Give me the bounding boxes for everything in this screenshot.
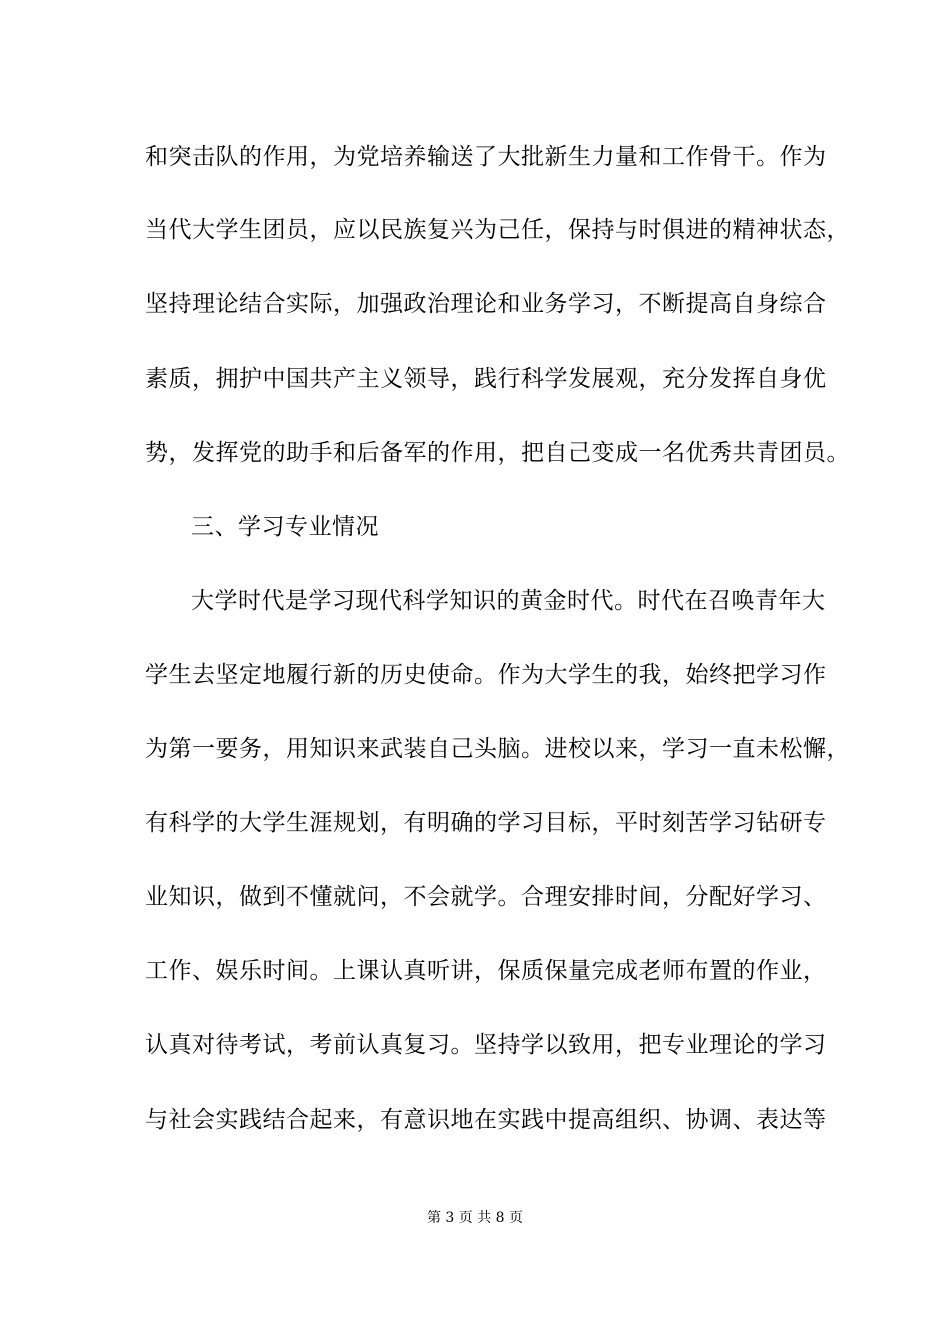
paragraph-line: 认真对待考试，考前认真复习。坚持学以致用，把专业理论的学习	[145, 1032, 827, 1058]
page-number-footer: 第 3 页 共 8 页	[426, 1210, 524, 1226]
paragraph-line: 工作、娱乐时间。上课认真听讲，保质保量完成老师布置的作业，	[145, 958, 827, 984]
section-heading: 三、学习专业情况	[191, 514, 379, 540]
paragraph-line: 与社会实践结合起来，有意识地在实践中提高组织、协调、表达等	[145, 1107, 827, 1133]
paragraph-line: 业知识，做到不懂就问，不会就学。合理安排时间，分配好学习、	[145, 884, 827, 910]
paragraph-line: 和突击队的作用，为党培养输送了大批新生力量和工作骨干。作为	[145, 144, 827, 170]
paragraph-line: 大学时代是学习现代科学知识的黄金时代。时代在召唤青年大	[191, 588, 826, 614]
paragraph-line: 当代大学生团员，应以民族复兴为己任，保持与时俱进的精神状态，	[145, 217, 850, 243]
paragraph-line: 势，发挥党的助手和后备军的作用，把自己变成一名优秀共青团员。	[145, 440, 850, 466]
paragraph-line: 坚持理论结合实际，加强政治理论和业务学习，不断提高自身综合	[145, 291, 827, 317]
paragraph-line: 学生去坚定地履行新的历史使命。作为大学生的我，始终把学习作	[145, 662, 827, 688]
paragraph-line: 为第一要务，用知识来武装自己头脑。进校以来，学习一直未松懈，	[145, 736, 850, 762]
paragraph-line: 素质，拥护中国共产主义领导，践行科学发展观，充分发挥自身优	[145, 366, 827, 392]
paragraph-line: 有科学的大学生涯规划，有明确的学习目标，平时刻苦学习钻研专	[145, 810, 827, 836]
